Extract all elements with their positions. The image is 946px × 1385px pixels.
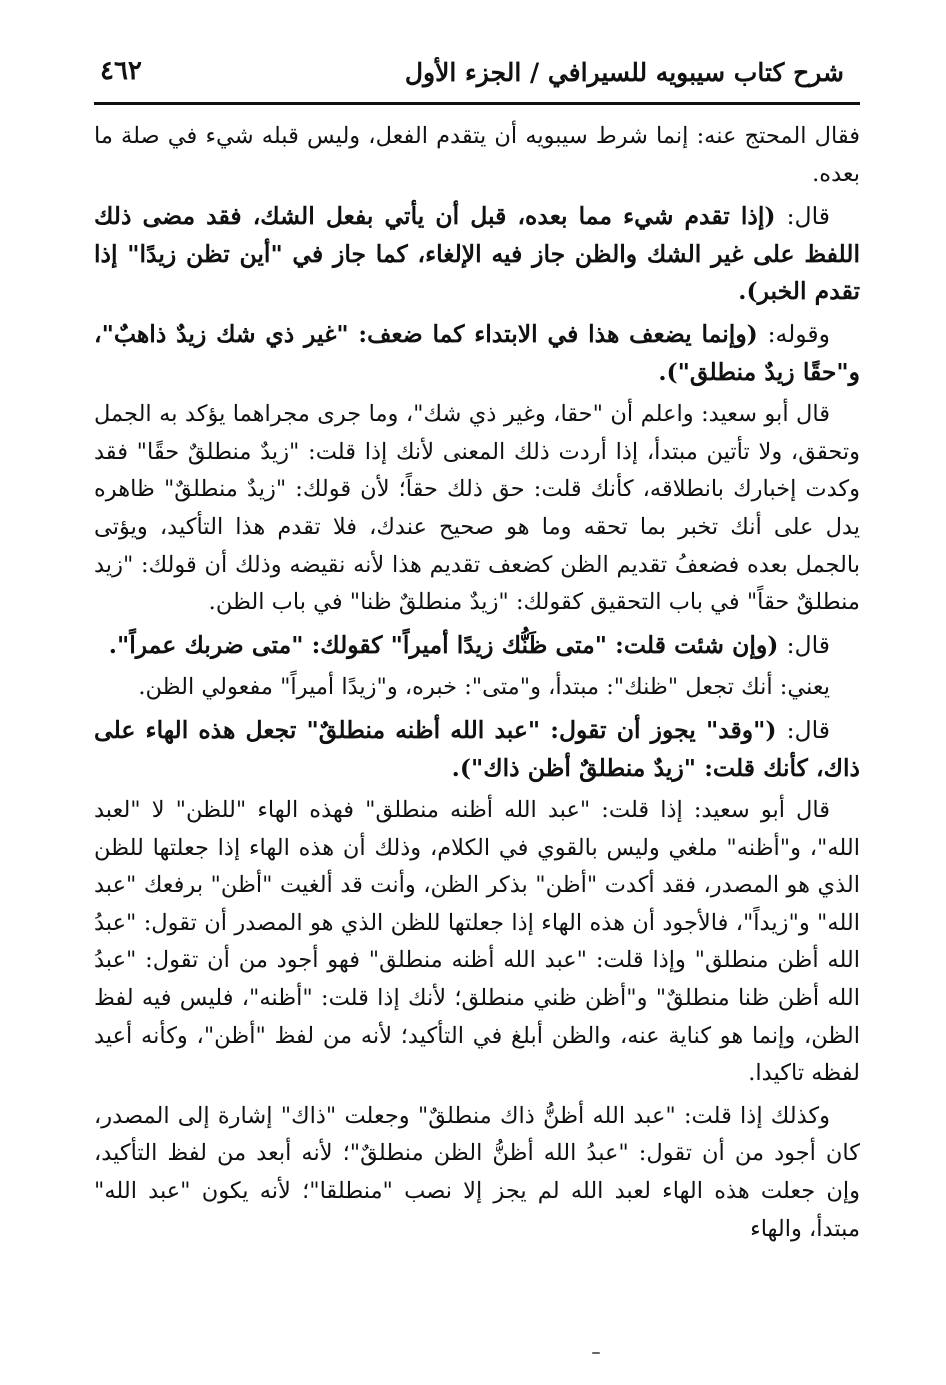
paragraph-5-quote bbox=[94, 627, 860, 665]
quote-lead: قال: bbox=[786, 715, 830, 744]
quote-lead: قال: bbox=[786, 630, 830, 659]
running-title: شرح كتاب سيبويه للسيرافي / الجزء الأول bbox=[404, 58, 844, 87]
running-header bbox=[94, 52, 852, 96]
quote-text: (وإن شئت قلت: "متى ظَنُّك زيدًا أميراً" كقولك: "متى ضربك عمراً". bbox=[108, 630, 787, 659]
quote-text: ("وقد" يجوز أن تقول: "عبد الله أظنه منطلقٌ" تجعل هذه الهاء على ذاك، كأنك قلت: "زيدٌ منطلقٌ أظن ذاك"). bbox=[94, 715, 860, 782]
paragraph-6: يعني: أنك تجعل "ظنك": مبتدأ، و"متى": خبره، و"زيدًا أميراً" مفعولي الظن. bbox=[138, 674, 830, 701]
paragraph-4: قال أبو سعيد: واعلم أن "حقا، وغير ذي شك"، وما جرى مجراهما يؤكد به الجمل وتحقق، ولا تأتين مبتدأ، إذا أردت ذلك المعنى لأنك إذا قلت: "زيدٌ منطلقٌ حقًا" فقد وكدت إخبارك بانطلاقه، كأنك قلت: حق ذلك حقاً؛ لأن قولك: "زيدٌ منطلقٌ" ظاهره يدل على أنك تخبر بما تحقه وما هو صحيح عندك، فلا تقدم هذا التأكيد، ويؤتى بالجمل بعده فضعفُ تقديم الظن كضعف تقديم هذا لأنه نقيضه وذلك أن قولك: "زيد منطلقٌ حقاً" في باب التحقيق كقولك: "زيدٌ منطلقٌ ظنا" في باب الظن. bbox=[94, 401, 860, 616]
page-number: ٤٦٢ bbox=[100, 56, 142, 86]
paragraph-7-quote bbox=[94, 712, 860, 787]
body-text bbox=[94, 118, 860, 1253]
quote-text: (وإنما يضعف هذا في الابتداء كما ضعف: "غير ذي شك زيدٌ ذاهبٌ"، و"حقًا زيدٌ منطلق"). bbox=[94, 319, 860, 386]
quote-lead: قال: bbox=[786, 202, 830, 231]
header-divider bbox=[94, 102, 860, 105]
scan-mark bbox=[592, 1352, 600, 1354]
paragraph-1: فقال المحتج عنه: إنما شرط سيبويه أن يتقدم الفعل، وليس قبله شيء في صلة ما بعده. bbox=[94, 123, 860, 187]
quote-lead: وقوله: bbox=[767, 319, 830, 348]
paragraph-8: قال أبو سعيد: إذا قلت: "عبد الله أظنه منطلق" فهذه الهاء "للظن" لا "لعبد الله"، و"أظنه" ملغي وليس بالقوي في الكلام، وذلك أن هذه الهاء إذا جعلتها للظن الذي هو المصدر، فقد أكدت "أظن" بذكر الظن، وأنت قد ألغيت "أظن" برفعك "عبد الله" و"زيداً"، فالأجود أن هذه الهاء إذا جعلتها للظن الذي هو المصدر أن تقول: "عبدُ الله أظن منطلق" وإذا قلت: "عبد الله أظنه منطلق" فهو أجود من أن تقول: "عبدُ الله أظن ظنا منطلقٌ" و"أظن ظني منطلق؛ لأنك إذا قلت: "أظنه"، فليس فيه لفظ الظن، وإنما هو كناية عنه، والظن أبلغ في التأكيد؛ لأنه من لفظ "أظن"، وكأنه أعيد لفظه تاكيدا. bbox=[94, 797, 860, 1087]
paragraph-2-quote bbox=[94, 198, 860, 311]
quote-text: (إذا تقدم شيء مما بعده، قبل أن يأتي بفعل الشك، فقد مضى ذلك اللفظ على غير الشك والظن جاز فيه الإلغاء، كما جاز في "أين تظن زيدًا" إذا تقدم الخبر). bbox=[94, 202, 860, 306]
paragraph-9: وكذلك إذا قلت: "عبد الله أظنُّ ذاك منطلقٌ" وجعلت "ذاك" إشارة إلى المصدر، كان أجود من أن تقول: "عبدُ الله أظنُّ الظن منطلقٌ"؛ لأنه أبعد من لفظ التأكيد، وإن جعلت هذه الهاء لعبد الله لم يجز إلا نصب "منطلقا"؛ لأنه يكون "عبد الله" مبتدأ، والهاء bbox=[94, 1102, 860, 1242]
paragraph-3-quote bbox=[94, 316, 860, 391]
